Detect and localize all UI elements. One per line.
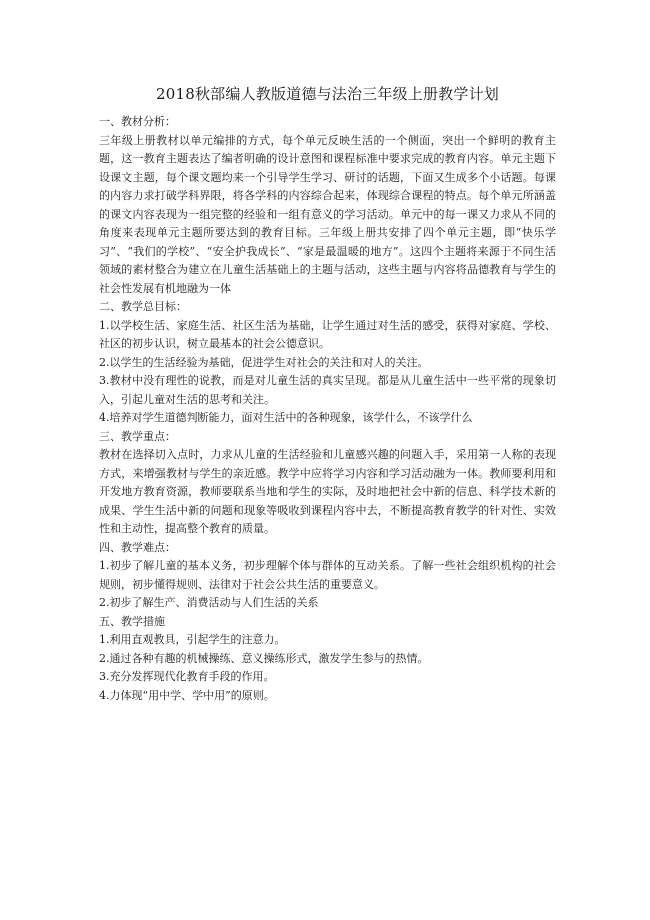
section-heading: 四、教学难点： xyxy=(99,540,176,554)
list-item: 4.力体现“用中学、学中用”的原则。 xyxy=(99,688,275,702)
list-item: 1.利用直观教具，引起学生的注意力。 xyxy=(99,633,286,646)
list-item: 4.培养对学生道德判断能力，面对生活中的各种现象，该学什么，不该学什么 xyxy=(99,411,473,424)
section-difficulties xyxy=(99,539,556,613)
section-heading: 五、教学措施 xyxy=(99,614,165,628)
section-measures xyxy=(99,613,556,706)
list-item: 3.教材中没有理性的说教，而是对儿童生活的真实呈现。都是从儿童生活中一些平常的现象切入，引起儿童对生活的思考和关注。 xyxy=(99,374,556,406)
section-paragraph: 教材在选择切入点时，力求从儿童的生活经验和儿童感兴趣的问题入手，采用第一人称的表现方式，来增强教材与学生的亲近感。教学中应将学习内容和学习活动融为一体。教师要利用和开发地方教育资源，教师要联系当地和学生的实际，及时地把社会中新的信息、科学技术新的成果、学生生活中新的问题和现象等吸收到课程内容中去，不断提高教育教学的针对性、实效性和主动性，提高整个教育的质量。 xyxy=(99,448,556,535)
list-item: 2.通过各种有趣的机械操练、意义操练形式，激发学生参与的热情。 xyxy=(99,651,429,665)
list-item: 3.充分发挥现代化教育手段的作用。 xyxy=(99,670,275,683)
list-item: 2.以学生的生活经验为基础，促进学生对社会的关注和对人的关注。 xyxy=(99,355,429,369)
section-heading: 一、教材分析： xyxy=(99,115,176,128)
section-teaching-goals xyxy=(99,298,556,428)
section-key-points xyxy=(99,428,556,539)
document-body xyxy=(99,84,556,705)
section-heading: 二、教学总目标： xyxy=(99,300,187,313)
section-heading: 三、教学重点： xyxy=(99,429,176,443)
list-item: 1.初步了解儿童的基本义务，初步理解个体与群体的互动关系。了解一些社会组织机构的社会规则，初步懂得规则、法律对于社会公共生活的重要意义。 xyxy=(99,559,556,591)
list-item: 1.以学校生活、家庭生活、社区生活为基础，让学生通过对生活的感受，获得对家庭、学校、社区的初步认识，树立最基本的社会公德意识。 xyxy=(99,318,556,350)
list-item: 2.初步了解生产、消费活动与人们生活的关系 xyxy=(99,596,319,609)
document-title: 2018秋部编人教版道德与法治三年级上册教学计划 xyxy=(156,85,499,103)
section-paragraph: 三年级上册教材以单元编排的方式，每个单元反映生活的一个侧面，突出一个鲜明的教育主题，这一教育主题表达了编者明确的设计意图和课程标准中要求完成的教育内容。单元主题下设课文主题，每个课文题均来一个引导学生学习、研讨的话题，下面又生成多个小话题。每课的内容力求打破学科界限，将各学科的内容综合起来，体现综合课程的特点。每个单元所涵盖的课文内容表现为一组完整的经验和一组有意义的学习活动。单元中的每一课又力求从不同的角度来表现单元主题所要达到的教育目标。三年级上册共安排了四个单元主题，即“快乐学习”、“我们的学校”、“安全护我成长”、“家是最温暖的地方”。这四个主题将来源于不同生活领域的素材整合为建立在儿童生活基础上的主题与活动，这些主题与内容将品德教育与学生的社会性发展有机地融为一体 xyxy=(99,133,556,295)
section-textbook-analysis xyxy=(99,113,556,298)
